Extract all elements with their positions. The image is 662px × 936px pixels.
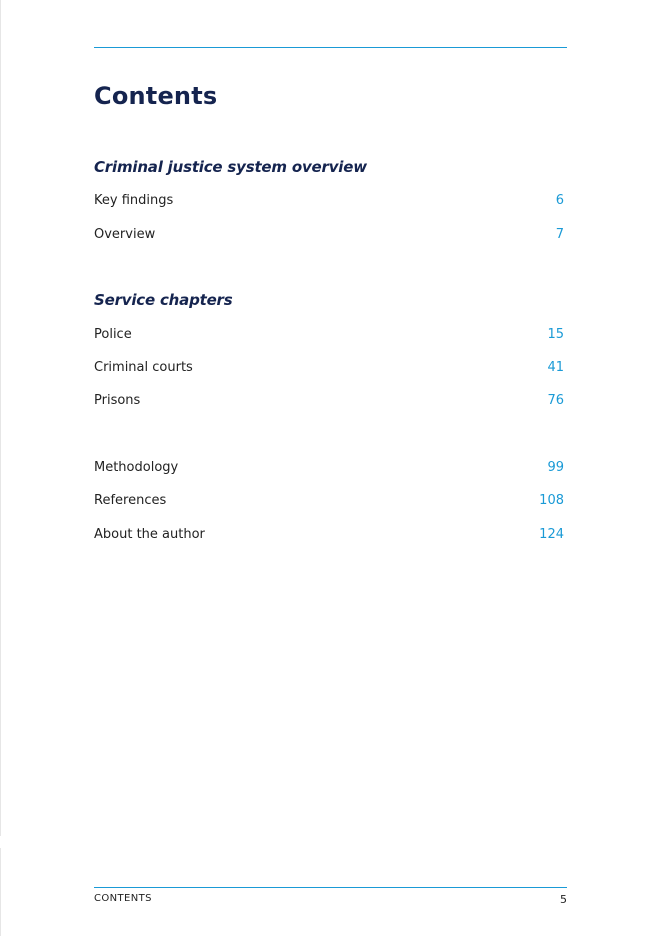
toc-entry-page: 76 bbox=[547, 393, 564, 408]
section-heading-overview: Criminal justice system overview bbox=[94, 158, 367, 176]
footer-section-label: CONTENTS bbox=[94, 893, 152, 904]
toc-entry-label: About the author bbox=[94, 527, 205, 542]
toc-entry-criminal-courts[interactable] bbox=[94, 358, 564, 378]
toc-entry-methodology[interactable] bbox=[94, 458, 564, 478]
toc-entry-about-the-author[interactable] bbox=[94, 525, 564, 545]
toc-entry-page: 108 bbox=[539, 493, 564, 508]
toc-entry-page: 7 bbox=[555, 227, 564, 242]
toc-entry-label: Prisons bbox=[94, 393, 141, 408]
footer-rule bbox=[94, 887, 567, 888]
toc-entry-label: Criminal courts bbox=[94, 360, 193, 375]
toc-entry-page: 99 bbox=[547, 460, 564, 475]
page-edge bbox=[0, 0, 1, 836]
toc-entry-label: Key findings bbox=[94, 193, 174, 208]
section-heading-service-chapters: Service chapters bbox=[94, 291, 233, 309]
toc-entry-overview[interactable] bbox=[94, 225, 564, 245]
toc-entry-key-findings[interactable] bbox=[94, 191, 564, 211]
toc-entry-label: Overview bbox=[94, 227, 156, 242]
toc-entry-label: Police bbox=[94, 327, 132, 342]
toc-entry-page: 6 bbox=[555, 193, 564, 208]
toc-entry-label: Methodology bbox=[94, 460, 179, 475]
toc-entry-page: 15 bbox=[547, 327, 564, 342]
header-rule bbox=[94, 47, 567, 48]
toc-entry-references[interactable] bbox=[94, 491, 564, 511]
page-title: Contents bbox=[94, 82, 218, 110]
toc-entry-police[interactable] bbox=[94, 325, 564, 345]
toc-entry-page: 124 bbox=[539, 527, 564, 542]
toc-entry-label: References bbox=[94, 493, 167, 508]
footer-page-number: 5 bbox=[560, 893, 567, 906]
toc-entry-prisons[interactable] bbox=[94, 391, 564, 411]
page-edge-lower bbox=[0, 848, 1, 936]
toc-entry-page: 41 bbox=[547, 360, 564, 375]
